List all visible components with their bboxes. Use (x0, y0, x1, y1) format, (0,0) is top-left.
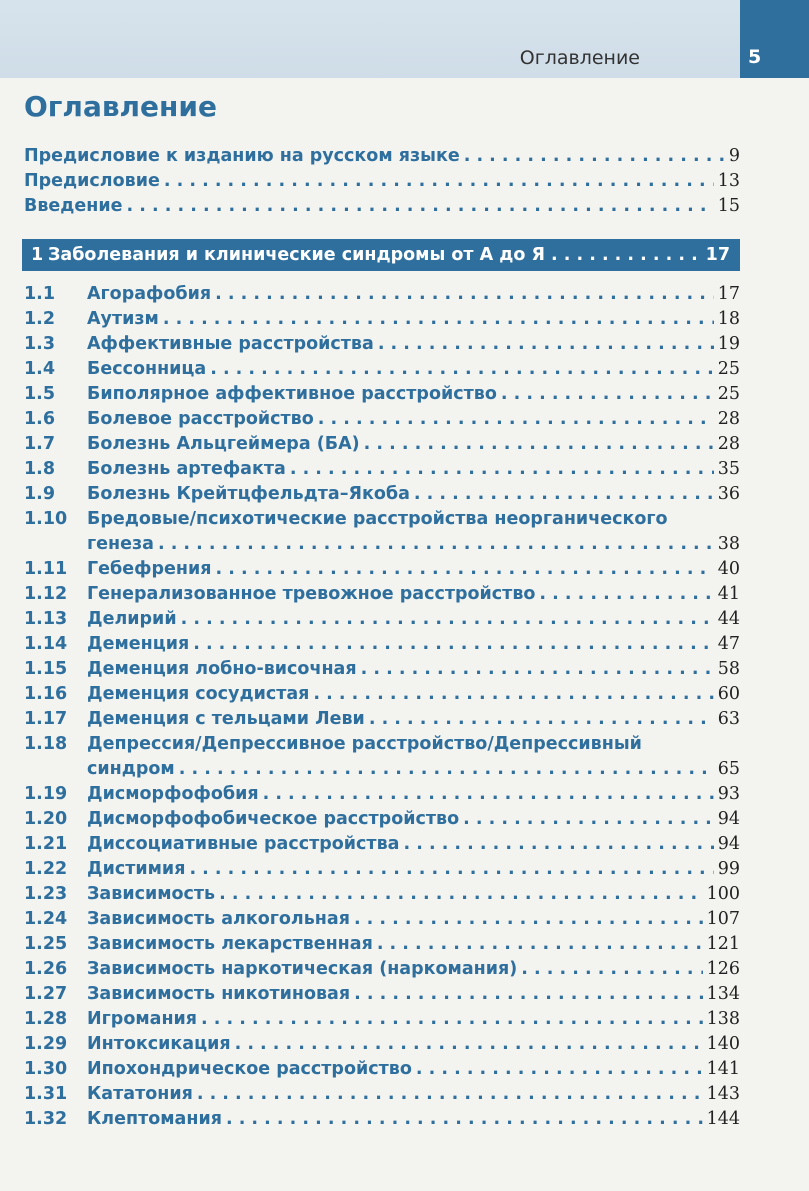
dot-leader (361, 659, 714, 679)
dot-leader (219, 884, 702, 904)
entry-page: 126 (706, 959, 740, 979)
toc-entry[interactable] (24, 984, 740, 1009)
entry-title: Генерализованное тревожное расстройство (87, 584, 536, 604)
entry-number: 1.12 (24, 584, 68, 604)
entry-page: 121 (706, 934, 740, 954)
dot-leader (179, 759, 714, 779)
toc-entry-line (24, 384, 740, 409)
dot-leader (235, 1034, 703, 1054)
dot-leader (318, 409, 714, 429)
entry-number: 1.5 (24, 384, 56, 404)
entry-title: Деменция (87, 634, 190, 654)
entry-page: 15 (717, 196, 740, 216)
toc-entry-line (24, 334, 740, 359)
toc-entry[interactable] (24, 584, 740, 609)
toc-entry[interactable] (24, 459, 740, 484)
entry-title: Дисморфофобическое расстройство (87, 809, 460, 829)
dot-leader (464, 146, 725, 166)
entry-title: Зависимость наркотическая (наркомания) (87, 959, 518, 979)
toc-entry[interactable] (24, 1109, 740, 1134)
entry-number: 1.18 (24, 734, 68, 754)
dot-leader (377, 934, 703, 954)
toc-entry-first-line (24, 509, 740, 534)
dot-leader (354, 909, 703, 929)
entry-number: 1.17 (24, 709, 68, 729)
entry-number: 1.32 (24, 1109, 68, 1129)
entry-number: 1.14 (24, 634, 68, 654)
entry-title: Аффективные расстройства (87, 334, 374, 354)
entry-number: 1.20 (24, 809, 68, 829)
toc-entry-line (24, 459, 740, 484)
toc-entry-continuation (24, 534, 740, 559)
entry-number: 1.21 (24, 834, 68, 854)
entry-page: 134 (706, 984, 740, 1004)
dot-leader (215, 559, 713, 579)
toc-entry-introduction[interactable] (24, 196, 740, 221)
entry-number: 1.7 (24, 434, 56, 454)
toc-entry[interactable] (24, 859, 740, 884)
toc-entry-line (24, 784, 740, 809)
dot-leader (313, 684, 713, 704)
entry-title: Деменция лобно-височная (87, 659, 357, 679)
dot-leader (290, 459, 714, 479)
entry-title: Ипохондрическое расстройство (87, 1059, 412, 1079)
entry-title: Гебефрения (87, 559, 212, 579)
dot-leader (127, 196, 714, 216)
toc-entry-line (24, 659, 740, 684)
toc-entry-line (24, 984, 740, 1009)
entry-title: Дистимия (87, 859, 186, 879)
entry-page: 99 (717, 859, 740, 879)
toc-entry[interactable] (24, 409, 740, 434)
entry-title: Игромания (87, 1009, 198, 1029)
entry-title: Зависимость никотиновая (87, 984, 351, 1004)
entry-page: 93 (717, 784, 740, 804)
toc-entry-line (24, 1059, 740, 1084)
toc-entry[interactable] (24, 559, 740, 584)
toc-entry-line (24, 1009, 740, 1034)
toc-entry[interactable] (24, 634, 740, 659)
toc-entry-line (24, 284, 740, 309)
toc-entry[interactable] (24, 434, 740, 459)
entry-page: 141 (706, 1059, 740, 1079)
entry-number: 1.22 (24, 859, 68, 879)
entry-number: 1.15 (24, 659, 68, 679)
section-list (24, 284, 740, 1134)
chapter-number: 1 (31, 245, 44, 265)
entry-page: 18 (717, 309, 740, 329)
toc-entry-line (24, 934, 740, 959)
entry-title: Деменция сосудистая (87, 684, 310, 704)
chapter-page: 17 (705, 245, 730, 265)
entry-page: 65 (717, 759, 740, 779)
entry-title: Зависимость (87, 884, 216, 904)
toc-entry-line (24, 684, 740, 709)
entry-title: Предисловие (24, 171, 160, 191)
entry-number: 1.29 (24, 1034, 68, 1054)
entry-page: 17 (717, 284, 740, 304)
toc-entry[interactable] (24, 959, 740, 984)
entry-number: 1.24 (24, 909, 68, 929)
toc-entry[interactable] (24, 609, 740, 634)
entry-page: 58 (717, 659, 740, 679)
entry-number: 1.1 (24, 284, 56, 304)
dot-leader (163, 309, 714, 329)
entry-number: 1.27 (24, 984, 68, 1004)
entry-page: 40 (717, 559, 740, 579)
toc-entry[interactable] (24, 1084, 740, 1109)
toc-entry[interactable] (24, 834, 740, 859)
running-header-title: Оглавление (519, 47, 640, 69)
toc-entry[interactable] (24, 734, 740, 784)
dot-leader (158, 534, 714, 554)
chapter-title: Заболевания и клинические синдромы от А до Я (47, 245, 545, 265)
toc-entry-line (24, 309, 740, 334)
toc-entry-line (24, 359, 740, 384)
entry-title: Болевое расстройство (87, 409, 314, 429)
entry-page: 44 (717, 609, 740, 629)
entry-number: 1.19 (24, 784, 68, 804)
entry-page: 9 (728, 146, 740, 166)
entry-title: Деменция с тельцами Леви (87, 709, 365, 729)
entry-title: Клептомания (87, 1109, 222, 1129)
entry-title: Диссоциативные расстройства (87, 834, 400, 854)
toc-entry[interactable] (24, 309, 740, 334)
toc-entry-first-line (24, 734, 740, 759)
toc-entry[interactable] (24, 1009, 740, 1034)
dot-leader (378, 334, 714, 354)
entry-page: 63 (717, 709, 740, 729)
toc-entry-preface-russian[interactable] (24, 146, 740, 171)
entry-page: 94 (717, 834, 740, 854)
entry-page: 94 (717, 809, 740, 829)
entry-number: 1.23 (24, 884, 68, 904)
dot-leader (403, 834, 713, 854)
entry-page: 13 (717, 171, 740, 191)
toc-entry-line (24, 709, 740, 734)
toc-entry-line (24, 909, 740, 934)
entry-number: 1.8 (24, 459, 56, 479)
dot-leader (364, 434, 714, 454)
dot-leader (215, 284, 714, 304)
toc-entry-line (24, 1084, 740, 1109)
entry-number: 1.6 (24, 409, 56, 429)
toc-entry[interactable] (24, 1059, 740, 1084)
toc-entry-continuation (24, 759, 740, 784)
chapter-heading[interactable] (22, 239, 740, 271)
entry-title: Зависимость алкогольная (87, 909, 350, 929)
entry-number: 1.31 (24, 1084, 68, 1104)
entry-page: 41 (717, 584, 740, 604)
entry-title: Болезнь Альцгеймера (БА) (87, 434, 360, 454)
entry-title: Введение (24, 196, 123, 216)
entry-title: Болезнь артефакта (87, 459, 286, 479)
entry-title: Болезнь Крейтцфельдта–Якоба (87, 484, 410, 504)
dot-leader (181, 609, 714, 629)
entry-page: 38 (717, 534, 740, 554)
entry-title: Биполярное аффективное расстройство (87, 384, 497, 404)
entry-page: 19 (717, 334, 740, 354)
entry-title: Бредовые/психотические расстройства неорганического (87, 509, 668, 529)
toc-entry[interactable] (24, 1034, 740, 1059)
dot-leader (463, 809, 714, 829)
entry-page: 36 (717, 484, 740, 504)
entry-page: 144 (706, 1109, 740, 1129)
toc-entry-line (24, 484, 740, 509)
entry-number: 1.28 (24, 1009, 68, 1029)
entry-page: 140 (706, 1034, 740, 1054)
entry-number: 1.4 (24, 359, 56, 379)
dot-leader (501, 384, 714, 404)
page-number: 5 (740, 0, 809, 78)
toc-entry[interactable] (24, 684, 740, 709)
entry-page: 28 (717, 434, 740, 454)
entry-title: Кататония (87, 1084, 193, 1104)
entry-page: 47 (717, 634, 740, 654)
entry-number: 1.13 (24, 609, 68, 629)
entry-number: 1.10 (24, 509, 68, 529)
entry-page: 60 (717, 684, 740, 704)
toc-entry[interactable] (24, 484, 740, 509)
entry-title-continuation: синдром (87, 759, 175, 779)
entry-page: 25 (717, 359, 740, 379)
entry-title: Бессонница (87, 359, 207, 379)
dot-leader (164, 171, 714, 191)
entry-number: 1.3 (24, 334, 56, 354)
toc-entry-line (24, 809, 740, 834)
entry-number: 1.2 (24, 309, 56, 329)
toc-entry-line (24, 1109, 740, 1134)
entry-number: 1.9 (24, 484, 56, 504)
entry-page: 25 (717, 384, 740, 404)
entry-page: 28 (717, 409, 740, 429)
toc-entry[interactable] (24, 934, 740, 959)
entry-number: 1.25 (24, 934, 68, 954)
toc-entry[interactable] (24, 884, 740, 909)
entry-title: Предисловие к изданию на русском языке (24, 146, 460, 166)
entry-title: Аутизм (87, 309, 159, 329)
dot-leader (197, 1084, 703, 1104)
toc-entry[interactable] (24, 784, 740, 809)
toc-entry[interactable] (24, 384, 740, 409)
toc-entry-line (24, 884, 740, 909)
entry-title-continuation: генеза (87, 534, 154, 554)
dot-leader (193, 634, 714, 654)
toc-entry-line (24, 834, 740, 859)
entry-number: 1.16 (24, 684, 68, 704)
toc-entry-line (24, 609, 740, 634)
toc-entry[interactable] (24, 359, 740, 384)
toc-entry-line (24, 584, 740, 609)
entry-page: 35 (717, 459, 740, 479)
entry-page: 107 (706, 909, 740, 929)
dot-leader (416, 1059, 703, 1079)
dot-leader (210, 359, 714, 379)
toc-entry[interactable] (24, 509, 740, 559)
entry-title: Агорафобия (87, 284, 212, 304)
front-matter-list (24, 146, 740, 221)
toc-entry[interactable] (24, 334, 740, 359)
dot-leader (201, 1009, 703, 1029)
dot-leader (263, 784, 714, 804)
dot-leader (414, 484, 714, 504)
toc-entry-line (24, 634, 740, 659)
entry-title: Зависимость лекарственная (87, 934, 373, 954)
entry-page: 100 (706, 884, 740, 904)
entry-title: Дисморфофобия (87, 784, 259, 804)
toc-entry[interactable] (24, 659, 740, 684)
page-header (0, 0, 740, 78)
entry-number: 1.30 (24, 1059, 68, 1079)
toc-entry-line (24, 434, 740, 459)
dot-leader (369, 709, 714, 729)
toc-entry[interactable] (24, 809, 740, 834)
dot-leader (189, 859, 713, 879)
toc-entry-line (24, 859, 740, 884)
entry-title: Депрессия/Депрессивное расстройство/Депрессивный (87, 734, 642, 754)
dot-leader (551, 245, 700, 265)
dot-leader (354, 984, 702, 1004)
toc-entry-preface[interactable] (24, 171, 740, 196)
dot-leader (521, 959, 702, 979)
toc-entry[interactable] (24, 709, 740, 734)
entry-page: 143 (706, 1084, 740, 1104)
toc-entry-line (24, 559, 740, 584)
toc-entry-line (24, 1034, 740, 1059)
dot-leader (539, 584, 713, 604)
toc-entry-line (24, 409, 740, 434)
toc-entry-line (24, 959, 740, 984)
entry-number: 1.11 (24, 559, 68, 579)
toc-heading: Оглавление (24, 90, 218, 123)
entry-number: 1.26 (24, 959, 68, 979)
dot-leader (226, 1109, 703, 1129)
toc-entry[interactable] (24, 284, 740, 309)
entry-title: Интоксикация (87, 1034, 231, 1054)
entry-page: 138 (706, 1009, 740, 1029)
entry-title: Делирий (87, 609, 177, 629)
toc-entry[interactable] (24, 909, 740, 934)
